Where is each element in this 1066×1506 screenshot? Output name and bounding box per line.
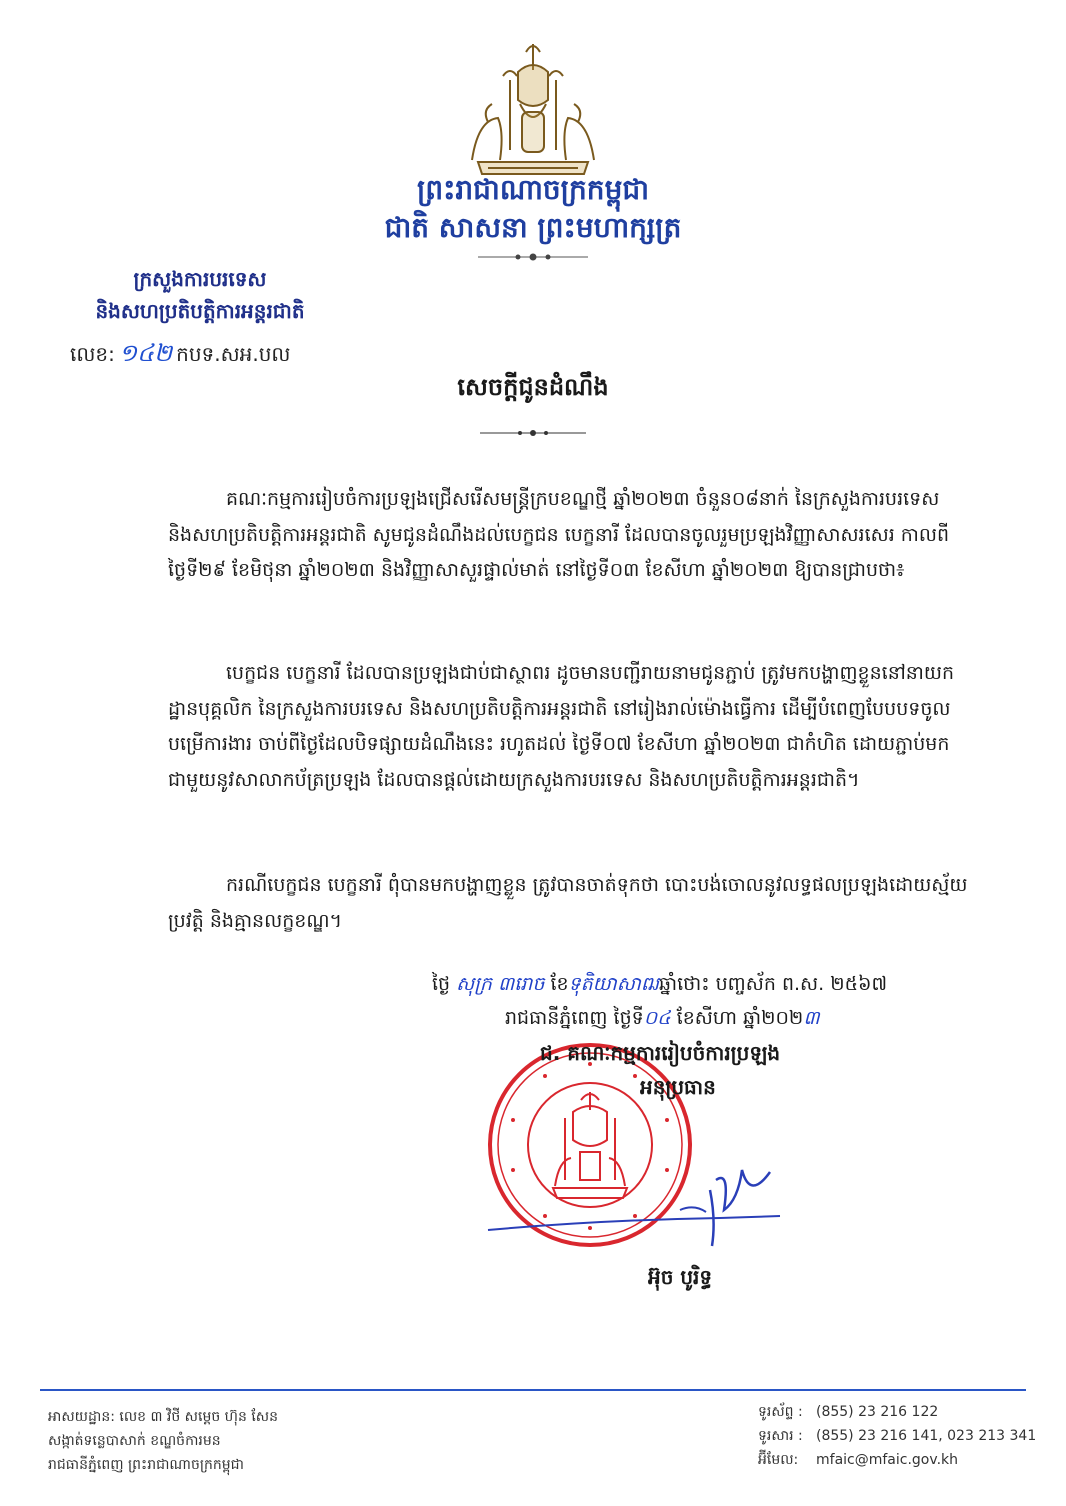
body-paragraph-3	[168, 868, 978, 939]
lunar-day: ៣រោច	[498, 973, 545, 995]
footer-address	[48, 1405, 278, 1477]
solar-date-line	[505, 1006, 820, 1034]
body-paragraph-1	[168, 482, 978, 589]
ornament-divider	[478, 252, 588, 262]
lunar-month: ទុតិយាសាឍ	[568, 973, 659, 995]
address-line-1: អាសយដ្ឋាន: លេខ ៣ វិថី សម្តេច ហ៊ុន សែន	[48, 1409, 279, 1425]
royal-coat-of-arms-icon	[458, 40, 608, 180]
lunar-year: ឆ្នាំថោះ បញ្ចស័ក ព.ស. ២៥៦៧	[659, 973, 888, 995]
ministry-name-line-1: ក្រសួងការបរទេស	[133, 267, 267, 291]
national-motto: ជាតិ សាសនា ព្រះមហាក្សត្រ	[384, 211, 682, 244]
reference-number	[70, 338, 290, 373]
committee-name: ជ. គណៈកម្មការរៀបចំការប្រឡង	[540, 1041, 781, 1065]
paragraph-1-text: គណៈកម្មការរៀបចំការប្រឡងជ្រើសរើសមន្ត្រីក្របខណ្ឌថ្មី ឆ្នាំ២០២៣ ចំនួន០៨នាក់ នៃក្រសួងការបរទេស និងសហប្រតិបត្តិការអន្តរជាតិ សូមជូនដំណឹងដល់បេក្ខជន បេក្ខនារី ដែលបានចូលរួមប្រឡងវិញ្ញាសាសរសេរ កាលពីថ្ងៃទី២៩ ខែមិថុនា ឆ្នាំ២០២៣ និងវិញ្ញាសាសួរផ្ទាល់មាត់ នៅថ្ងៃទី០៣ ខែសីហា ឆ្នាំ២០២៣ ឱ្យបានជ្រាបថា៖	[168, 488, 950, 581]
email-label: អ៊ីមែល:	[758, 1452, 799, 1468]
email-value: mfaic@mfaic.gov.kh	[816, 1452, 958, 1468]
phone-value: (855) 23 216 122	[816, 1404, 939, 1420]
fax-label: ទូរសារ :	[758, 1428, 803, 1444]
paragraph-3-text: ករណីបេក្ខជន បេក្ខនារី ពុំបានមកបង្ហាញខ្លួន ត្រូវបានចាត់ទុកថា បោះបង់ចោលនូវលទ្ធផលប្រឡងដោយស្ម័យប្រវត្តិ និងគ្មានលក្ខខណ្ឌ។	[168, 874, 968, 932]
footer-divider	[40, 1389, 1026, 1391]
signer-role: អនុប្រធាន	[640, 1075, 716, 1099]
lunar-weekday: សុក្រ	[456, 973, 492, 995]
solar-month-year: ខែសីហា ឆ្នាំ២០២	[676, 1007, 804, 1029]
ministry-name-line-2: និងសហប្រតិបត្តិការអន្តរជាតិ	[95, 299, 305, 323]
paragraph-2-text: បេក្ខជន បេក្ខនារី ដែលបានប្រឡងជាប់ជាស្ថាពរ ដូចមានបញ្ជីរាយនាមជូនភ្ជាប់ ត្រូវមកបង្ហាញខ្លួននៅនាយកដ្ឋានបុគ្គលិក នៃក្រសួងការបរទេស និងសហប្រតិបត្តិការអន្តរជាតិ នៅរៀងរាល់ម៉ោងធ្វើការ ដើម្បីបំពេញបែបបទចូលបម្រើការងារ ចាប់ពីថ្ងៃដែលបិទផ្សាយដំណឹងនេះ រហូតដល់ ថ្ងៃទី០៧ ខែសីហា ឆ្នាំ២០២៣ ជាកំហិត ដោយភ្ជាប់មកជាមួយនូវសាលាកប័ត្រប្រឡង ដែលបានផ្តល់ដោយក្រសួងការបរទេស និងសហប្រតិបត្តិការអន្តរជាតិ។	[168, 662, 955, 791]
footer-contact	[758, 1400, 1036, 1472]
solar-year-end: ៣	[803, 1007, 820, 1029]
phone-label: ទូរស័ព្ទ :	[758, 1404, 803, 1420]
signer-name: អ៊ុច បូរិទ្ធ	[648, 1265, 713, 1289]
signature-mark	[480, 1150, 790, 1260]
document-title: សេចក្តីជូនដំណឹង	[457, 373, 609, 401]
fax-value: (855) 23 216 141, 023 213 341	[816, 1428, 1037, 1444]
kingdom-title: ព្រះរាជាណាចក្រកម្ពុជា	[416, 173, 649, 206]
address-line-3: រាជធានីភ្នំពេញ ព្រះរាជាណាចក្រកម្ពុជា	[48, 1457, 244, 1473]
reference-label: លេខ:	[70, 342, 115, 366]
address-line-2: សង្កាត់ទន្លេបាសាក់ ខណ្ឌចំការមន	[48, 1433, 221, 1449]
lunar-date-line	[432, 972, 887, 1000]
solar-prefix: រាជធានីភ្នំពេញ ថ្ងៃទី	[505, 1007, 644, 1029]
reference-code: កបទ.សអ.បល	[176, 342, 291, 366]
lunar-prefix: ថ្ងៃ	[432, 973, 451, 995]
reference-handwritten-number: ១៤២	[118, 339, 173, 367]
lunar-month-label: ខែ	[550, 973, 569, 995]
solar-day: ០៤	[643, 1007, 671, 1029]
title-ornament-divider	[480, 428, 586, 438]
body-paragraph-2	[168, 656, 978, 798]
